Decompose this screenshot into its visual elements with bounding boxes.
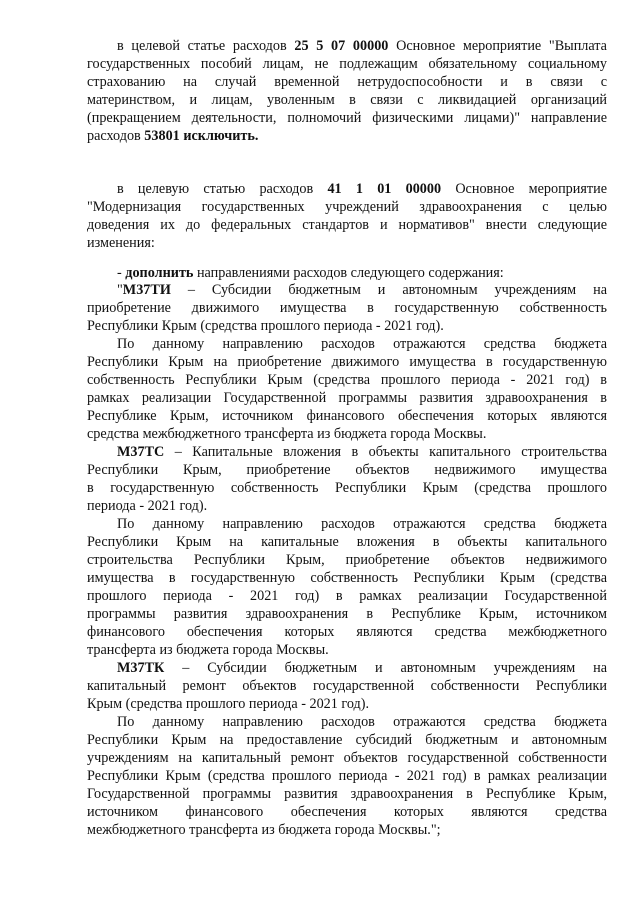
text-line xyxy=(87,587,607,605)
text-line xyxy=(87,551,607,569)
text-segment: изменения: xyxy=(87,235,155,251)
text-segment: По данному направлению расходов отражаются средства бюджета xyxy=(117,336,607,352)
text-segment: доведения их до федеральных стандартов и нормативов" внести следующие xyxy=(87,217,607,233)
text-line xyxy=(87,479,607,497)
text-line xyxy=(87,821,607,839)
text-line xyxy=(87,677,607,695)
text-segment: Основное мероприятие "Выплата xyxy=(388,38,607,54)
bold-text: 25 5 07 00000 xyxy=(294,38,389,54)
text-line xyxy=(87,216,607,234)
text-line xyxy=(117,37,607,55)
text-segment: страхованию на случай временной нетрудоспособности и в связи с xyxy=(87,74,607,90)
text-segment: учреждениям на капитальный ремонт объектов государственной собственности xyxy=(87,750,607,766)
text-segment: программы развития здравоохранения в Республике Крым, источником xyxy=(87,606,607,622)
text-line xyxy=(87,749,607,767)
text-segment: трансферта из бюджета города Москвы. xyxy=(87,642,329,658)
bold-text: М37ТИ xyxy=(122,282,171,298)
text-line xyxy=(87,803,607,821)
text-line xyxy=(87,389,607,407)
text-line xyxy=(87,198,607,216)
text-line xyxy=(117,659,607,677)
text-line xyxy=(87,425,607,443)
text-segment: По данному направлению расходов отражаются средства бюджета xyxy=(117,714,607,730)
text-line xyxy=(87,641,607,659)
text-line xyxy=(117,281,607,299)
text-line xyxy=(87,731,607,749)
text-segment: Республики Крым (средства прошлого периода - 2021 год) в рамках реализации xyxy=(87,768,607,784)
text-line xyxy=(117,180,607,198)
text-segment: - xyxy=(117,265,126,281)
text-segment: прошлого периода - 2021 год) в рамках реализации Государственной xyxy=(87,588,607,604)
text-segment: Республике Крым, источником финансового обеспечения которых являются xyxy=(87,408,607,424)
text-segment: Республики Крым на капитальные вложения в объекты капитального xyxy=(87,534,607,550)
text-segment: рамках реализации Государственной программы развития здравоохранения в xyxy=(87,390,607,406)
text-segment: Республики Крым (средства прошлого периода - 2021 год). xyxy=(87,318,444,334)
text-segment: источником финансового обеспечения которых являются средства xyxy=(87,804,607,820)
text-line xyxy=(87,569,607,587)
text-segment: финансового обеспечения которых являются средства межбюджетного xyxy=(87,624,607,640)
text-line xyxy=(87,73,607,91)
text-segment: материнством, и лицам, уволенным в связи с ликвидацией организаций xyxy=(87,92,607,108)
text-segment: Республики Крым на предоставление субсидий бюджетным и автономным xyxy=(87,732,607,748)
text-line xyxy=(87,605,607,623)
bold-text: 41 1 01 00000 xyxy=(327,181,442,197)
text-line xyxy=(117,264,607,282)
text-segment: "Модернизация государственных учреждений здравоохранения с целью xyxy=(87,199,607,215)
text-segment: По данному направлению расходов отражаются средства бюджета xyxy=(117,516,607,532)
text-line xyxy=(117,515,607,533)
text-line xyxy=(117,335,607,353)
text-segment: периода - 2021 год). xyxy=(87,498,208,514)
text-segment: имущества в государственную собственность Республики Крым (средства xyxy=(87,570,607,586)
text-line xyxy=(87,623,607,641)
text-segment: " xyxy=(117,282,123,298)
text-line xyxy=(87,767,607,785)
text-segment: строительства Республики Крым, приобретение объектов недвижимого xyxy=(87,552,607,568)
bold-text: дополнить xyxy=(125,265,194,281)
text-segment: Республики Крым на приобретение движимого имущества в государственную xyxy=(87,354,607,370)
text-line xyxy=(87,317,607,335)
text-line xyxy=(87,109,607,127)
text-segment: Республики Крым, приобретение объектов недвижимого имущества xyxy=(87,462,607,478)
bold-text: М37ТС xyxy=(117,444,165,460)
text-line xyxy=(87,785,607,803)
text-segment: в государственную собственность Республики Крым (средства прошлого xyxy=(87,480,607,496)
text-segment: в целевой статье расходов xyxy=(117,38,295,54)
text-segment: – Капитальные вложения в объекты капитального строительства xyxy=(164,444,607,460)
text-segment: государственных пособий лицам, не подлежащим обязательному социальному xyxy=(87,56,607,72)
text-line xyxy=(87,91,607,109)
text-segment: направлениями расходов следующего содержания: xyxy=(193,265,504,281)
text-line xyxy=(87,461,607,479)
text-line xyxy=(87,55,607,73)
text-line xyxy=(87,533,607,551)
text-segment: средства межбюджетного трансферта из бюджета города Москвы. xyxy=(87,426,487,442)
text-segment: – Субсидии бюджетным и автономным учреждениям на xyxy=(164,660,607,676)
text-line xyxy=(117,443,607,461)
bold-text: 53801 исключить. xyxy=(144,128,259,144)
text-line xyxy=(87,407,607,425)
text-line xyxy=(117,713,607,731)
text-line xyxy=(87,353,607,371)
text-segment: Основное мероприятие xyxy=(441,181,607,197)
text-line xyxy=(87,299,607,317)
text-segment: – Субсидии бюджетным и автономным учреждениям на xyxy=(170,282,607,298)
text-segment: Крым (средства прошлого периода - 2021 год). xyxy=(87,696,370,712)
text-line xyxy=(87,234,607,252)
text-segment: Государственной программы развития здравоохранения в Республике Крым, xyxy=(87,786,607,802)
text-segment: приобретение движимого имущества в государственную собственность xyxy=(87,300,607,316)
text-segment: расходов xyxy=(87,128,145,144)
text-segment: собственность Республики Крым (средства прошлого периода - 2021 год) в xyxy=(87,372,607,388)
text-line xyxy=(87,695,607,713)
text-segment: в целевую статью расходов xyxy=(117,181,328,197)
text-line xyxy=(87,371,607,389)
text-line xyxy=(87,127,607,145)
text-segment: (прекращением деятельности, полномочий физическими лицами)" направление xyxy=(87,110,607,126)
bold-text: М37ТК xyxy=(117,660,165,676)
text-segment: межбюджетного трансферта из бюджета города Москвы."; xyxy=(87,822,441,838)
text-line xyxy=(87,497,607,515)
text-segment: капитальный ремонт объектов государственной собственности Республики xyxy=(87,678,607,694)
